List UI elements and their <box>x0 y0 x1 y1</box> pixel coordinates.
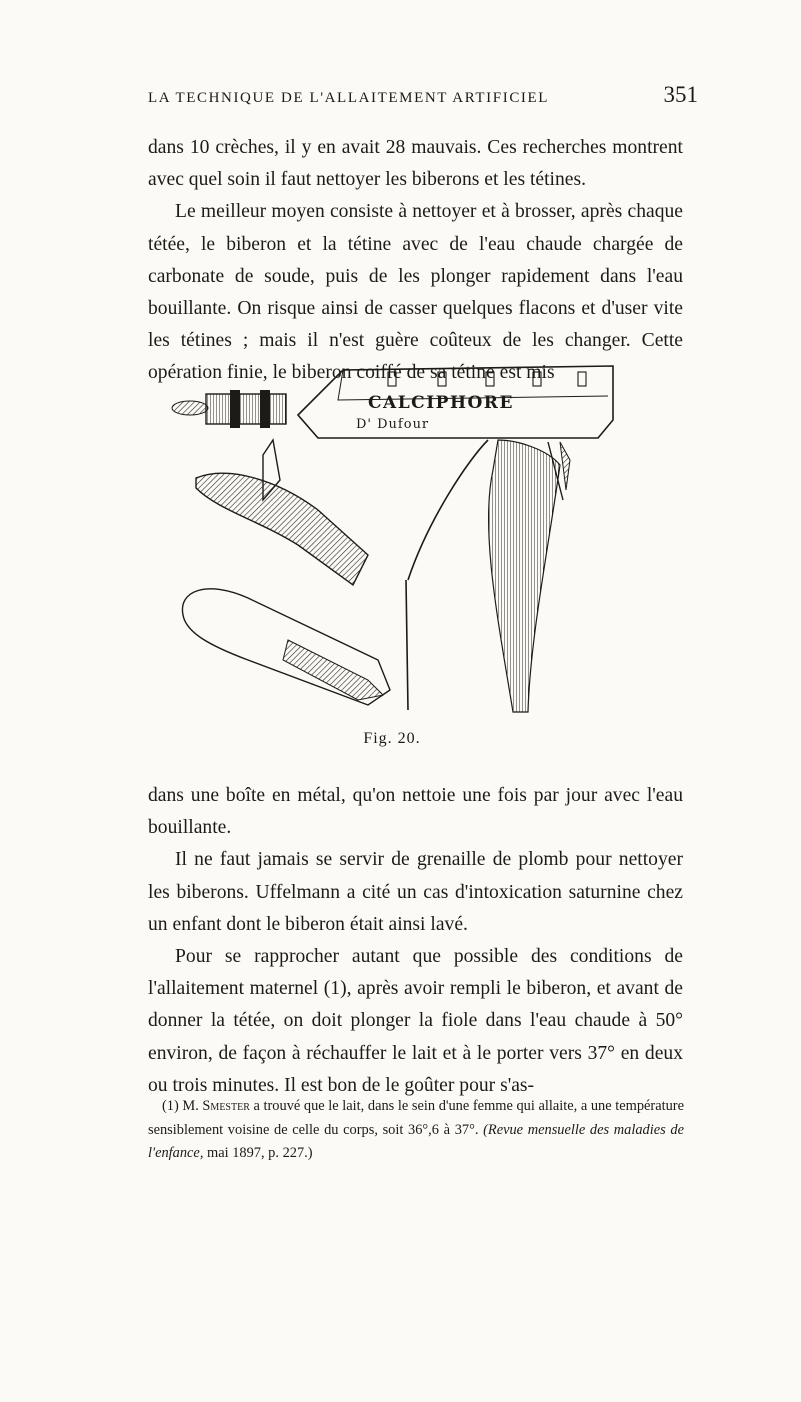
paragraph: Il ne faut jamais se servir de grenaille de plomb pour nettoyer les biberons. Uffelmann a cité un cas d'intoxication saturnine chez un enfant dont le biberon était ainsi lavé. <box>148 849 683 935</box>
tall-bristle-brush <box>489 440 560 712</box>
bottle-cleaning-apparatus-illustration <box>168 360 638 720</box>
page-number: 351 <box>663 82 698 107</box>
rubber-nipple <box>196 440 368 585</box>
running-head: LA TECHNIQUE DE L'ALLAITEMENT ARTIFICIEL <box>148 90 550 106</box>
footnote-author: Smester <box>202 1098 250 1114</box>
figure-caption: Fig. 20. <box>363 730 421 747</box>
figure-20-illustration <box>168 360 638 720</box>
footnote-text: a trouvé que le lait, dans le sein d'une femme qui allaite, a une température sensiblement voisine de celle du corps, soit 36°,6 à 37°. <box>148 1098 684 1138</box>
paragraph: dans une boîte en métal, qu'on nettoie une fois par jour avec l'eau bouillante. <box>148 785 683 839</box>
footnote-source-title: (Revue mensuelle des maladies de l'enfance, <box>148 1121 684 1161</box>
text-block-bottom <box>148 780 683 1102</box>
box-label-line2: D' Dufour <box>356 417 430 432</box>
bottle-brush <box>406 440 488 710</box>
footnote-1 <box>148 1095 684 1166</box>
feeding-bottle-lying <box>182 589 390 705</box>
footnotes <box>148 1095 684 1166</box>
metal-box <box>298 366 613 438</box>
footnote-marker: (1) M. <box>162 1098 199 1114</box>
horizontal-feeding-tube <box>172 390 286 428</box>
paragraph: Le meilleur moyen consiste à nettoyer et à brosser, après chaque tétée, le biberon et la tétine avec de l'eau chaude chargée de carbonate de soude, puis de les plonger rapidement dans l'eau bouillante. On risque ainsi de casser quelques flacons et d'user vite les tétines ; mais il n'est guère coûteux de les changer. Cette opération finie, le biberon coiffé de sa tétine est mis <box>148 201 683 384</box>
footnote-source-rest: mai 1897, p. 227.) <box>207 1145 313 1161</box>
paragraph: Pour se rapprocher autant que possible des conditions de l'allaitement maternel (1), après avoir rempli le biberon, et avant de donner la tétée, on doit plonger la fiole dans l'eau chaude à 50° environ, de façon à réchauffer le lait et à le porter vers 37° en deux ou trois minutes. Il est bon de le goûter pour s'as- <box>148 946 683 1096</box>
paragraph: dans 10 crèches, il y en avait 28 mauvais. Ces recherches montrent avec quel soin il faut nettoyer les biberons et les tétines. <box>148 137 683 191</box>
page-header <box>148 82 698 112</box>
box-label-line1: CALCIPHORE <box>368 393 514 413</box>
text-block-top <box>148 132 683 390</box>
